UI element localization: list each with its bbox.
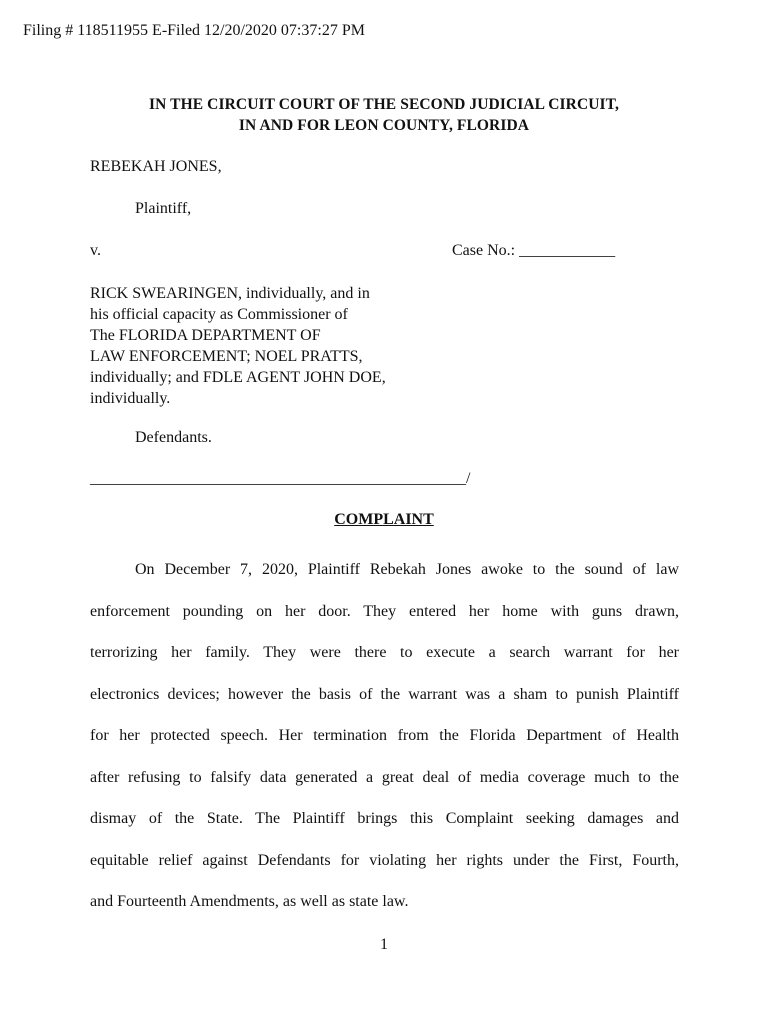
filing-header: Filing # 118511955 E-Filed 12/20/2020 07:37:27 PM bbox=[23, 22, 365, 39]
complaint-title: COMPLAINT bbox=[334, 511, 434, 528]
defendant-line: The FLORIDA DEPARTMENT OF bbox=[90, 327, 321, 344]
paragraph-line: for her protected speech. Her termination from the Florida Department of Health bbox=[90, 727, 679, 744]
versus-label: v. bbox=[90, 242, 101, 259]
paragraph-line: electronics devices; however the basis of the warrant was a sham to punish Plaintiff bbox=[90, 685, 679, 703]
paragraph-line: after refusing to falsify data generated a great deal of media coverage much to the bbox=[90, 768, 679, 786]
paragraph-line: enforcement pounding on her door. They entered her home with guns drawn, bbox=[90, 602, 679, 620]
defendant-line: LAW ENFORCEMENT; NOEL PRATTS, bbox=[90, 348, 363, 365]
paragraph-line: dismay of the State. The Plaintiff brings this Complaint seeking damages and bbox=[90, 810, 679, 827]
complaint-intro-paragraph bbox=[90, 549, 679, 923]
caption-separator-rule: _______________________________________________/ bbox=[90, 470, 471, 487]
defendant-line: individually; and FDLE AGENT JOHN DOE, bbox=[90, 369, 386, 386]
page-number: 1 bbox=[380, 936, 388, 953]
paragraph-line: On December 7, 2020, Plaintiff Rebekah Jones awoke to the sound of law bbox=[135, 561, 679, 578]
defendant-line: RICK SWEARINGEN, individually, and in bbox=[90, 285, 370, 302]
case-number-field: Case No.: ____________ bbox=[452, 242, 616, 259]
defendant-role: Defendants. bbox=[135, 429, 212, 446]
defendant-line: his official capacity as Commissioner of bbox=[90, 306, 348, 323]
paragraph-line: and Fourteenth Amendments, as well as state law. bbox=[90, 893, 409, 910]
plaintiff-role: Plaintiff, bbox=[135, 200, 192, 217]
court-title-line-2: IN AND FOR LEON COUNTY, FLORIDA bbox=[238, 117, 530, 134]
court-title-line-1: IN THE CIRCUIT COURT OF THE SECOND JUDICIAL CIRCUIT, bbox=[149, 96, 619, 113]
defendants-block bbox=[90, 283, 386, 409]
paragraph-line: terrorizing her family. They were there to execute a search warrant for her bbox=[90, 644, 679, 661]
plaintiff-name: REBEKAH JONES, bbox=[90, 158, 222, 175]
defendant-line: individually. bbox=[90, 390, 171, 407]
paragraph-line: equitable relief against Defendants for violating her rights under the First, Fourth, bbox=[90, 851, 679, 869]
